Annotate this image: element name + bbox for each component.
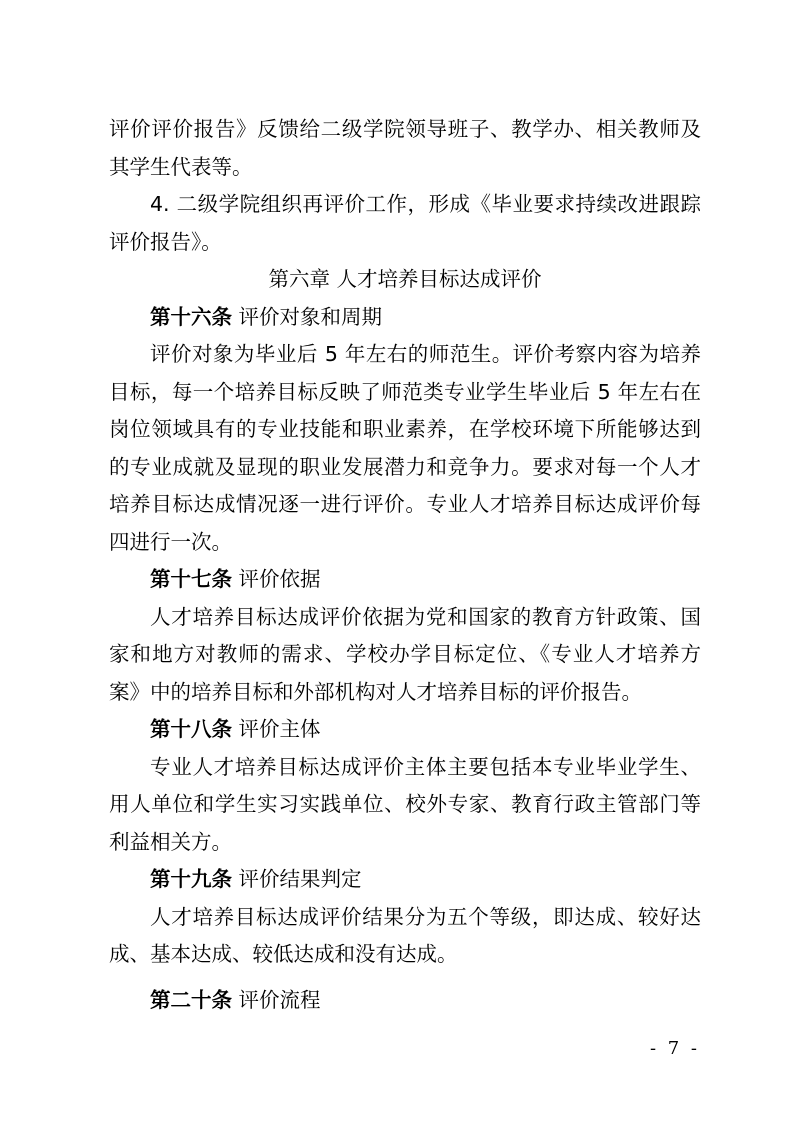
article-19-number: 第十九条 [150,867,232,891]
article-18-heading [109,711,701,749]
list-item-4: 4. 二级学院组织再评价工作，形成《毕业要求持续改进跟踪评价报告》。 [109,192,701,254]
article-19-body: 人才培养目标达成评价结果分为五个等级，即达成、较好达成、基本达成、较低达成和没有达成。 [109,904,701,966]
article-20-title: 评价流程 [238,987,321,1012]
article-17-title: 评价依据 [238,567,321,591]
article-19-title: 评价结果判定 [238,867,362,891]
document-body [109,111,701,1019]
article-16-title: 评价对象和周期 [238,304,383,329]
article-16-number: 第十六条 [150,304,232,329]
article-17-body: 人才培养目标达成评价依据为党和国家的教育方针政策、国家和地方对教师的需求、学校办学目标定位、《专业人才培养方案》中的培养目标和外部机构对人才培养目标的评价报告。 [109,604,701,704]
chapter-title: 第六章 人才培养目标达成评价 [268,267,542,291]
article-16-heading [109,299,701,337]
article-18-number: 第十八条 [150,717,232,741]
continuation-paragraph: 评价评价报告》反馈给二级学院领导班子、教学办、相关教师及其学生代表等。 [109,117,701,179]
article-20-number: 第二十条 [150,987,232,1012]
article-19-heading [109,861,701,899]
article-16-body: 评价对象为毕业后 5 年左右的师范生。评价考察内容为培养目标，每一个培养目标反映了师范类专业学生毕业后 5 年左右在岗位领域具有的专业技能和职业素养，在学校环境下所能够达到的专业成就及显现的职业发展潜力和竞争力。要求对每一个人才培养目标达成情况逐一进行评价。专业人才培养目标达成评价每四进行一次。 [109,342,701,554]
article-20-heading [109,982,701,1020]
page-number: - 7 - [649,1038,700,1059]
article-17-heading [109,561,701,599]
article-18-title: 评价主体 [238,717,321,741]
article-18-body: 专业人才培养目标达成评价主体主要包括本专业毕业学生、用人单位和学生实习实践单位、校外专家、教育行政主管部门等利益相关方。 [109,754,701,854]
article-17-number: 第十七条 [150,567,232,591]
